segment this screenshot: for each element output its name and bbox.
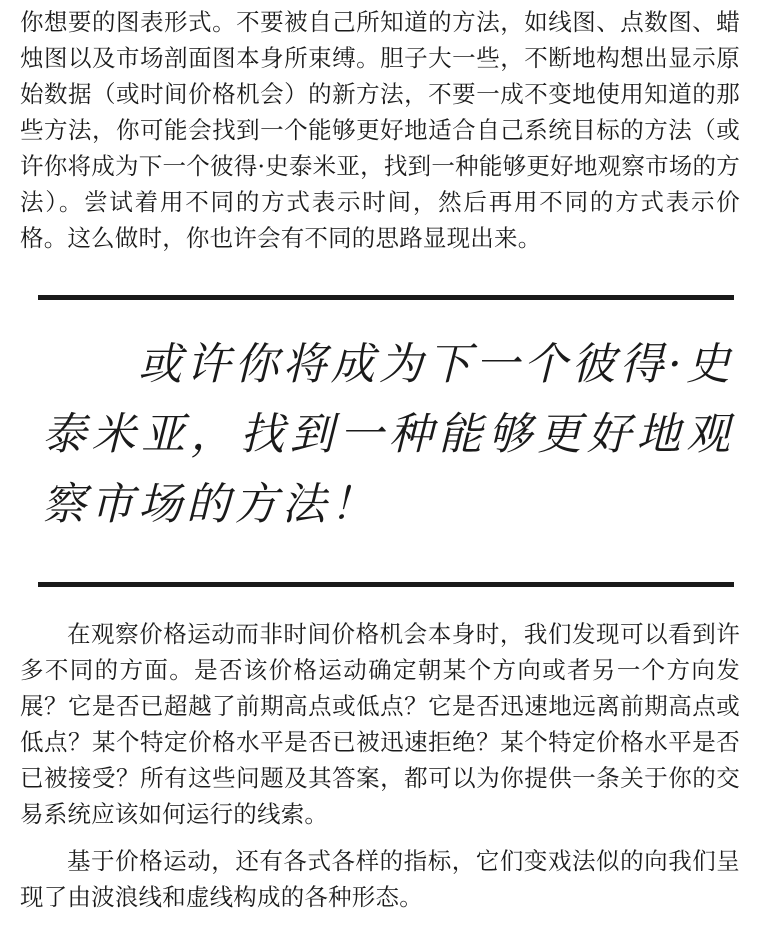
pull-quote-top-rule	[38, 295, 734, 300]
pull-quote: 或许你将成为下一个彼得·史泰米亚，找到一种能够更好地观察市场的方法！	[42, 339, 734, 530]
body-paragraph-2: 在观察价格运动而非时间价格机会本身时，我们发现可以看到许多不同的方面。是否该价格运动确定朝某个方向或者另一个方向发展？它是否已超越了前期高点或低点？它是否迅速地远离前期高点或低点？某个特定价格水平是否已被迅速拒绝？某个特定价格水平是否已被接受？所有这些问题及其答案，都可以为你提供一条关于你的交易系统应该如何运行的线索。	[20, 620, 740, 828]
body-paragraph-3: 基于价格运动，还有各式各样的指标，它们变戏法似的向我们呈现了由波浪线和虚线构成的各种形态。	[20, 847, 740, 911]
pull-quote-bottom-rule	[38, 582, 734, 587]
body-paragraph-1: 你想要的图表形式。不要被自己所知道的方法，如线图、点数图、蜡烛图以及市场剖面图本身所束缚。胆子大一些，不断地构想出显示原始数据（或时间价格机会）的新方法，不要一成不变地使用知道的那些方法，你可能会找到一个能够更好地适合自己系统目标的方法（或许你将成为下一个彼得·史泰米亚，找到一种能够更好地观察市场的方法）。尝试着用不同的方式表示时间，然后再用不同的方式表示价格。这么做时，你也许会有不同的思路显现出来。	[20, 8, 740, 252]
